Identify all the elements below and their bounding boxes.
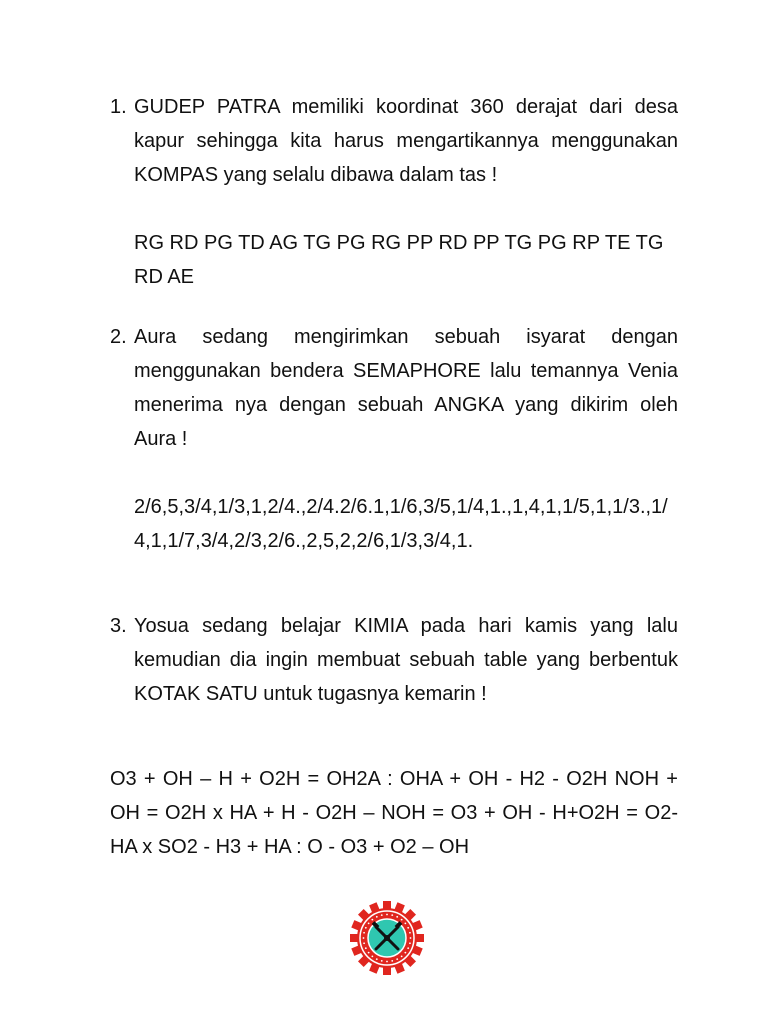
question-2-number: 2. bbox=[110, 326, 127, 348]
question-2-text: Aura sedang mengirimkan sebuah isyarat dengan menggunakan bendera SEMAPHORE lalu temannya Venia menerima nya dengan sebuah ANGKA yang dikirim oleh Aura ! bbox=[134, 326, 678, 450]
question-2-cipher: 2/6,5,3/4,1/3,1,2/4.,2/4.2/6.1,1/6,3/5,1/4,1.,1,4,1,1/5,1,1/3.,1/4,1,1/7,3/4,2/3,2/6.,2,5,2,2/6,1/3,3/4,1. bbox=[134, 496, 668, 552]
scout-emblem-icon bbox=[347, 898, 427, 978]
question-1-cipher: RG RD PG TD AG TG PG RG PP RD PP TG PG RP TE TG RD AE bbox=[134, 232, 664, 288]
question-3-text: Yosua sedang belajar KIMIA pada hari kamis yang lalu kemudian dia ingin membuat sebuah table yang berbentuk KOTAK SATU untuk tugasnya kemarin ! bbox=[134, 615, 678, 705]
question-1-text: GUDEP PATRA memiliki koordinat 360 derajat dari desa kapur sehingga kita harus mengartikannya menggunakan KOMPAS yang selalu dibawa dalam tas ! bbox=[134, 96, 678, 186]
chemistry-equation: O3 + OH – H + O2H = OH2A : OHA + OH - H2 - O2H NOH + OH = O2H x HA + H - O2H – NOH = O3 + OH - H+O2H = O2-HA x SO2 - H3 + HA : O - O3 + O2 – OH bbox=[110, 768, 678, 858]
question-1 bbox=[110, 90, 678, 294]
question-3-number: 3. bbox=[110, 615, 127, 637]
question-3 bbox=[110, 609, 678, 711]
question-2 bbox=[110, 320, 678, 558]
question-1-number: 1. bbox=[110, 96, 127, 118]
